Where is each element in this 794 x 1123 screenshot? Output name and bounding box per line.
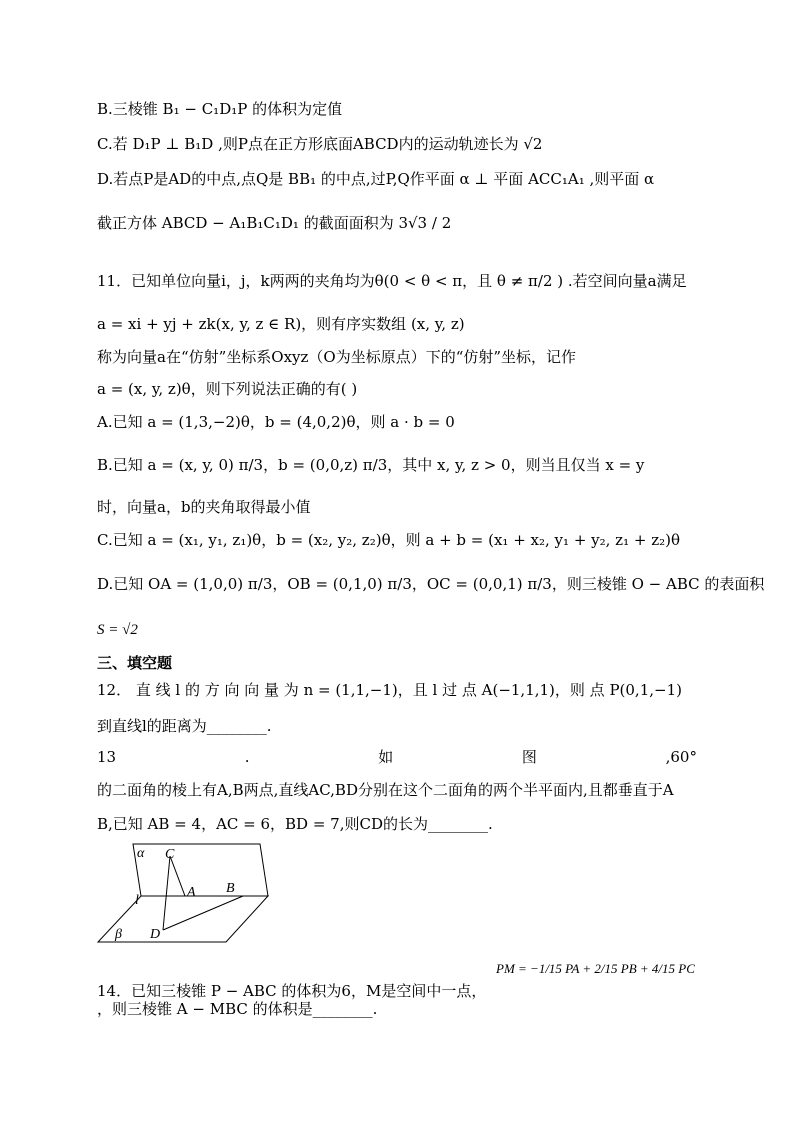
q11-option-b-text: B.已知 a = (x, y, 0) π/3，b = (0,0,z) π/3，其中 x, y, z > 0，则当且仅当 x = y xyxy=(97,456,645,474)
q11-option-d xyxy=(97,573,764,595)
q13-line3 xyxy=(97,813,493,835)
segment-db xyxy=(163,896,243,930)
label-d: D xyxy=(150,927,161,942)
q14-text-2: ，则三棱锥 A − MBC 的体积是________. xyxy=(97,1000,378,1018)
q11-intro xyxy=(97,270,687,292)
q12-line2 xyxy=(97,715,272,737)
q13-text-3: B,已知 AB = 4，AC = 6，BD = 7,则CD的长为________. xyxy=(97,815,493,833)
q10-option-d-cont xyxy=(97,212,451,234)
q13-tu: 图 xyxy=(521,748,537,766)
q14-formula xyxy=(496,958,695,981)
q11-option-a-text: A.已知 a = (1,3,−2)θ，b = (4,0,2)θ，则 a · b = 0 xyxy=(97,413,455,431)
q13-text-2: 的二面角的棱上有A,B两点,直线AC,BD分别在这个二面角的两个半平面内,且都垂直于A xyxy=(97,781,674,799)
q10-option-c xyxy=(97,133,542,155)
q12-line1 xyxy=(97,679,682,701)
section-title xyxy=(97,652,172,674)
label-b: B xyxy=(226,881,235,896)
q11-intro-text: 11．已知单位向量i，j，k两两的夹角均为θ(0 < θ < π，且 θ ≠ π/2 ) .若空间向量a满足 xyxy=(97,272,687,290)
q11-option-a xyxy=(97,411,455,433)
plane-alpha xyxy=(133,844,268,896)
q11-option-b-cont xyxy=(97,496,311,518)
q11-eq xyxy=(97,313,465,335)
q11-option-b-text-2: 时，向量a，b的夹角取得最小值 xyxy=(97,498,311,516)
q10-option-c-text: C.若 D₁P ⊥ B₁D ,则P点在正方形底面ABCD内的运动轨迹长为 √2 xyxy=(97,135,543,153)
q11-desc xyxy=(97,346,576,368)
q11-option-d-text: D.已知 OA = (1,0,0) π/3，OB = (0,1,0) π/3，OC = (0,0,1) π/3，则三棱锥 O − ABC 的表面积 xyxy=(97,575,765,593)
segment-ca xyxy=(170,856,185,896)
q10-option-b-text: B.三棱锥 B₁ − C₁D₁P 的体积为定值 xyxy=(97,100,343,118)
q10-option-d-text-2: 截正方体 ABCD − A₁B₁C₁D₁ 的截面面积为 3√3 / 2 xyxy=(97,214,452,232)
q13-line1 xyxy=(97,746,697,768)
q11-option-b xyxy=(97,454,644,476)
q11-option-c-text: C.已知 a = (x₁, y₁, z₁)θ，b = (x₂, y₂, z₂)θ，则 a + b = (x₁ + x₂, y₁ + y₂, z₁ + z₂)θ xyxy=(97,531,680,549)
q11-eq-text: a = xi + yj + zk(x, y, z ∈ R)，则有序实数组 (x, y, z) xyxy=(97,315,465,333)
q10-option-b xyxy=(97,98,342,120)
section-title-text: 三、填空题 xyxy=(97,654,173,672)
q13-line2 xyxy=(97,779,674,801)
q11-option-d-cont xyxy=(97,618,138,641)
q11-option-c xyxy=(97,529,680,551)
q13-number: 13 xyxy=(97,748,117,766)
label-a: A xyxy=(187,885,196,900)
q10-option-d-text: D.若点P是AD的中点,点Q是 BB₁ 的中点,过P,Q作平面 α ⊥ 平面 ACC₁A₁ ,则平面 α xyxy=(97,170,655,188)
q14-line2 xyxy=(97,998,377,1020)
q12-text-1: 12． 直 线 l 的 方 向 向 量 为 n = (1,1,−1)，且 l 过 点 A(−1,1,1)，则 点 P(0,1,−1) xyxy=(97,681,682,699)
label-l: l xyxy=(135,893,139,908)
q11-note xyxy=(97,378,357,400)
q14-formula-text: PM = −1/15 PA + 2/15 PB + 4/15 PC xyxy=(496,961,695,976)
q14-text-1: 14．已知三棱锥 P − ABC 的体积为6，M是空间中一点， xyxy=(97,982,487,1000)
label-beta: β xyxy=(115,927,122,942)
q11-desc-text: 称为向量a在“仿射”坐标系Oxyz（O为坐标原点）下的“仿射”坐标，记作 xyxy=(97,348,577,366)
q13-ru: 如 xyxy=(378,748,394,766)
q13-angle: ,60° xyxy=(665,748,697,766)
label-c: C xyxy=(165,847,175,862)
label-alpha: α xyxy=(137,846,145,861)
q11-note-text: a = (x, y, z)θ，则下列说法正确的有( ) xyxy=(97,380,358,398)
plane-beta xyxy=(98,896,268,942)
q12-text-2: 到直线l的距离为________. xyxy=(97,717,272,735)
dihedral-figure xyxy=(95,838,280,946)
q10-option-d xyxy=(97,168,654,190)
segment-cd xyxy=(163,856,170,930)
q11-option-d-text-2: S = √2 xyxy=(97,622,138,638)
q13-dot: . xyxy=(244,748,250,766)
